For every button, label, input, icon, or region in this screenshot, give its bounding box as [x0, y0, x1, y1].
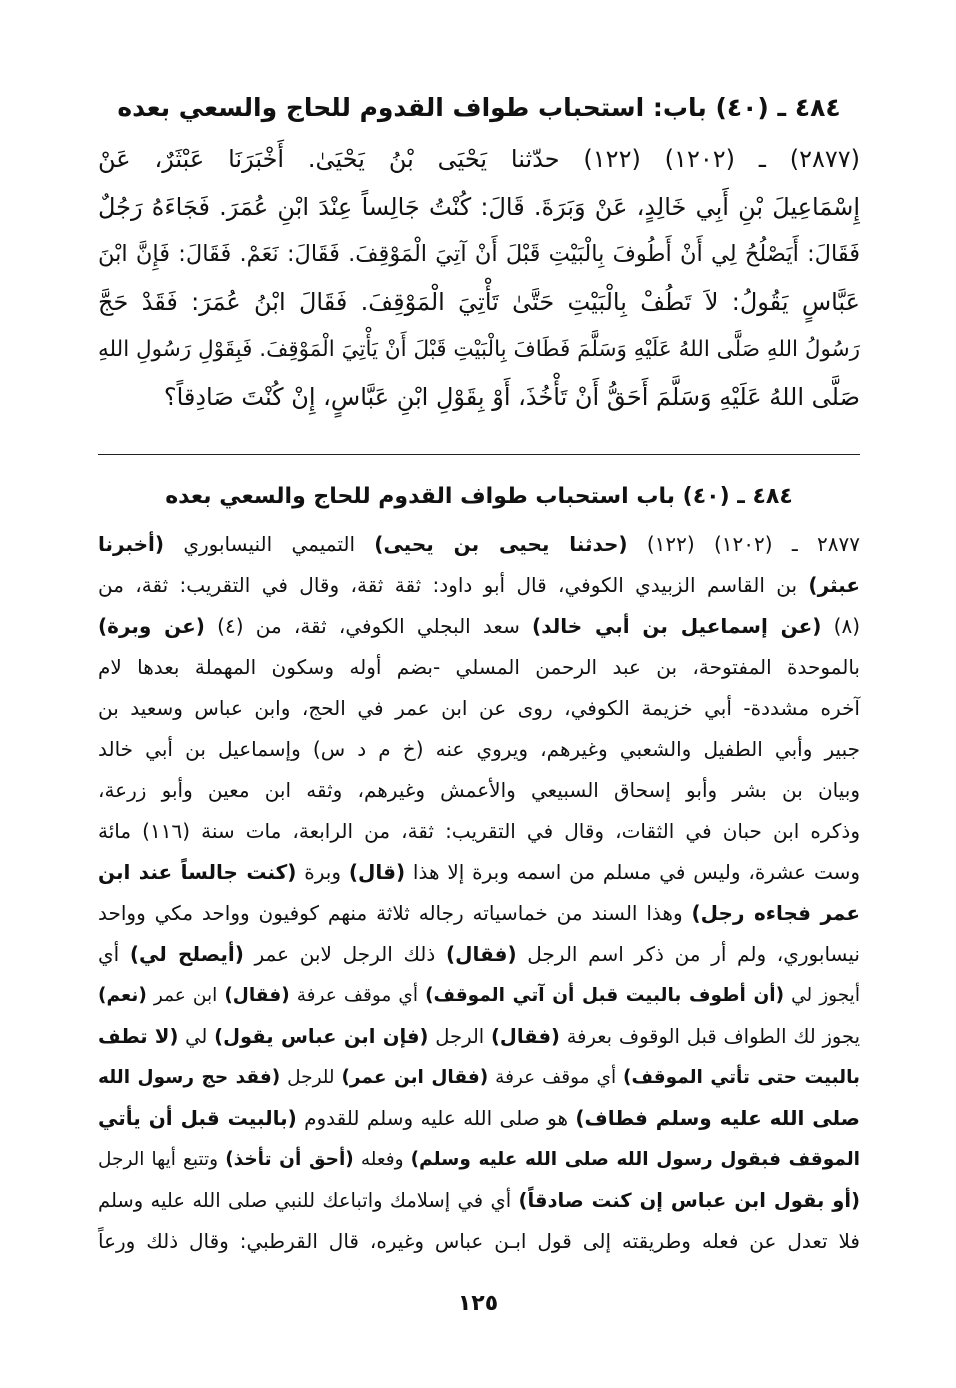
commentary-text: أي [98, 942, 130, 966]
chapter-heading: ٤٨٤ ـ (٤٠) باب: استحباب طواف القدوم للحاج والسعي بعده [117, 93, 841, 122]
commentary-line [98, 852, 860, 893]
hadith-line: فَقَالَ: أَيَصْلُحُ لِي أَنْ أَطُوفَ بِالْبَيْتِ قَبْلَ أَنْ آتِيَ الْمَوْقِفَ. فَقَالَ: نَعَمْ. فَقَالَ: فَإِنَّ ابْنَ [98, 241, 860, 268]
commentary-text-block [98, 524, 860, 1262]
commentary-line [98, 975, 860, 1016]
hadith-line: صَلَّى اللهُ عَلَيْهِ وَسَلَّمَ أَحَقُّ أَنْ تَأْخُذَ، أَوْ بِقَوْلِ ابْنِ عَبَّاسٍ، إِنْ كُنْتَ صَادِقاً؟ [163, 382, 860, 411]
quoted-hadith-text: (قال) [348, 860, 406, 884]
commentary-text: للرجل [280, 1067, 342, 1088]
quoted-hadith-text: (حدثنا يحيى بن يحيى) [374, 532, 628, 556]
commentary-text: أيجوز لي [784, 985, 860, 1006]
commentary-line [98, 770, 860, 811]
hadith-line: رَسُولُ اللهِ صَلَّى اللهُ عَلَيْهِ وَسَلَّمَ فَطَافَ بِالْبَيْتِ قَبْلَ أَنْ يَأْتِيَ الْمَوْقِفَ. فَبِقَوْلِ رَسُولِ اللهِ [98, 337, 860, 363]
commentary-line [98, 565, 860, 606]
commentary-text: أي موقف عرفة [488, 1067, 623, 1088]
commentary-text: ابن عمر [146, 985, 225, 1006]
quoted-hadith-text: (كنت جالساً عند ابن [98, 860, 297, 884]
commentary-line [98, 1180, 860, 1221]
quoted-hadith-text: (فقال) [445, 942, 517, 966]
commentary-text: هو صلى الله عليه وسلم للقدوم [296, 1106, 576, 1130]
commentary-text: وذكره ابن حبان في الثقات، وقال في التقريب: ثقة، من الرابعة، مات سنة (١١٦) مائة [98, 819, 860, 843]
commentary-line [98, 524, 860, 565]
hadith-line: إِسْمَاعِيلَ بْنِ أَبِي خَالِدٍ، عَنْ وَبَرَةَ. قَالَ: كُنْتُ جَالِساً عِنْدَ ابْنِ عُمَرَ. فَجَاءَهُ رَجُلٌ [98, 192, 860, 221]
commentary-line [98, 893, 860, 934]
quoted-hadith-text: (فقد حج رسول الله [98, 1067, 281, 1088]
quoted-hadith-text: عمر فجاءه رجل) [691, 901, 860, 925]
quoted-hadith-text: (لا تطف [98, 1025, 179, 1048]
hadith-text-block [98, 136, 860, 422]
commentary-text: وست عشرة، وليس في مسلم من اسمه وبرة إلا هذا [405, 860, 860, 884]
quoted-hadith-text: عبثر) [808, 573, 860, 597]
commentary-text: يجوز لك الطواف قبل الوقوف بعرفة [559, 1025, 861, 1048]
commentary-line [98, 1139, 860, 1180]
hadith-line: (٢٨٧٧) ـ (١٢٠٢) (١٢٢) حدّثنا يَحْيَى بْنُ يَحْيَىٰ. أَخْبَرَنَا عَبْثَرٌ، عَنْ [98, 145, 861, 173]
commentary-text: وهذا السند من خماسياته رجاله ثلاثة منهم كوفيون وواحد مكي وواحد [98, 901, 692, 925]
commentary-line [98, 1098, 860, 1139]
quoted-hadith-text: (نعم) [98, 985, 147, 1006]
commentary-heading: ٤٨٤ ـ (٤٠) باب استحباب طواف القدوم للحاج والسعي بعده [165, 484, 793, 509]
quoted-hadith-text: (فقال) [224, 985, 290, 1006]
commentary-text: التميمي النيسابوري [164, 532, 375, 556]
commentary-text: وبيان بن بشر وأبو إسحاق السبيعي والأعمش وغيرهم، وثقه ابن معين وأبو زرعة، [98, 778, 860, 802]
quoted-hadith-text: (أن أطوف بالبيت قبل أن آتي الموقف) [425, 985, 785, 1006]
commentary-line [98, 811, 860, 852]
commentary-text: أي موقف عرفة [289, 985, 426, 1006]
quoted-hadith-text: الموقف فبقول رسول الله صلى الله عليه وسلم) [410, 1149, 861, 1170]
commentary-line [98, 934, 860, 975]
commentary-text: (٨) [821, 614, 861, 638]
commentary-line [98, 1016, 860, 1057]
quoted-hadith-text: (أو بقول ابن عباس إن كنت صادقاً) [518, 1189, 861, 1212]
commentary-text: سعد البجلي الكوفي، ثقة، من (٤) [204, 614, 533, 638]
commentary-line [98, 729, 860, 770]
quoted-hadith-text: (أخبرنا [98, 532, 165, 556]
commentary-line [98, 1221, 860, 1262]
quoted-hadith-text: (فقال ابن عمر) [341, 1067, 489, 1088]
quoted-hadith-text: (عن إسماعيل بن أبي خالد) [532, 614, 822, 638]
commentary-text: لي [178, 1025, 215, 1048]
hadith-line: عَبَّاسٍ يَقُولُ: لاَ تَطُفْ بِالْبَيْتِ حَتَّىٰ تَأْتِيَ الْمَوْقِفَ. فَقَالَ ابْنُ عُمَرَ: فَقَدْ حَجَّ [98, 287, 860, 316]
section-divider [98, 454, 860, 455]
commentary-text: بن القاسم الزبيدي الكوفي، قال أبو داود: ثقة ثقة، وقال في التقريب: ثقة، من [98, 573, 809, 597]
commentary-text: وبرة [296, 860, 349, 884]
commentary-text: نيسابوري، ولم أر من ذكر اسم الرجل [516, 942, 860, 966]
commentary-text: بالموحدة المفتوحة، بن عبد الرحمن المسلي -بضم أوله وسكون المهملة بعدها لام [98, 655, 860, 679]
commentary-text: آخره مشددة- أبي خزيمة الكوفي، روى عن ابن عمر في الحج، وابن عباس وسعيد بن [98, 696, 860, 720]
quoted-hadith-text: (أيصلح لي) [129, 942, 244, 966]
quoted-hadith-text: صلى الله عليه وسلم فطاف) [575, 1106, 861, 1130]
commentary-line [98, 647, 860, 688]
commentary-text: الرجل [428, 1025, 492, 1048]
quoted-hadith-text: (فقال) [491, 1025, 560, 1048]
commentary-text: فلا تعدل عن فعله وطريقته إلى قول ابـن عباس وغيره، قال القرطبي: وقال ذلك ورعاً [98, 1229, 860, 1253]
commentary-text: أي في إسلامك واتباعك للنبي صلى الله عليه وسلم [98, 1189, 519, 1212]
commentary-text: ٢٨٧٧ ـ (١٢٠٢) (١٢٢) [627, 532, 860, 556]
quoted-hadith-text: (فإن ابن عباس يقول) [214, 1025, 429, 1048]
page-number: ١٢٥ [457, 1291, 499, 1316]
quoted-hadith-text: (بالبيت قبل أن يأتي [98, 1106, 297, 1130]
commentary-text: ذلك الرجل لابن عمر [243, 942, 446, 966]
commentary-text: وفعله [353, 1149, 411, 1170]
commentary-line [98, 606, 860, 647]
commentary-line [98, 1057, 860, 1098]
quoted-hadith-text: (أحق أن تأخذ) [225, 1149, 354, 1170]
commentary-text: وتتبع أيها الرجل [98, 1149, 226, 1170]
quoted-hadith-text: بالبيت حتى تأتي الموقف) [623, 1067, 860, 1088]
commentary-line [98, 688, 860, 729]
commentary-text: جبير وأبي الطفيل والشعبي وغيرهم، ويروي عنه (خ م د س) وإسماعيل بن أبي خالد [98, 737, 860, 761]
quoted-hadith-text: (عن وبرة) [98, 614, 205, 638]
